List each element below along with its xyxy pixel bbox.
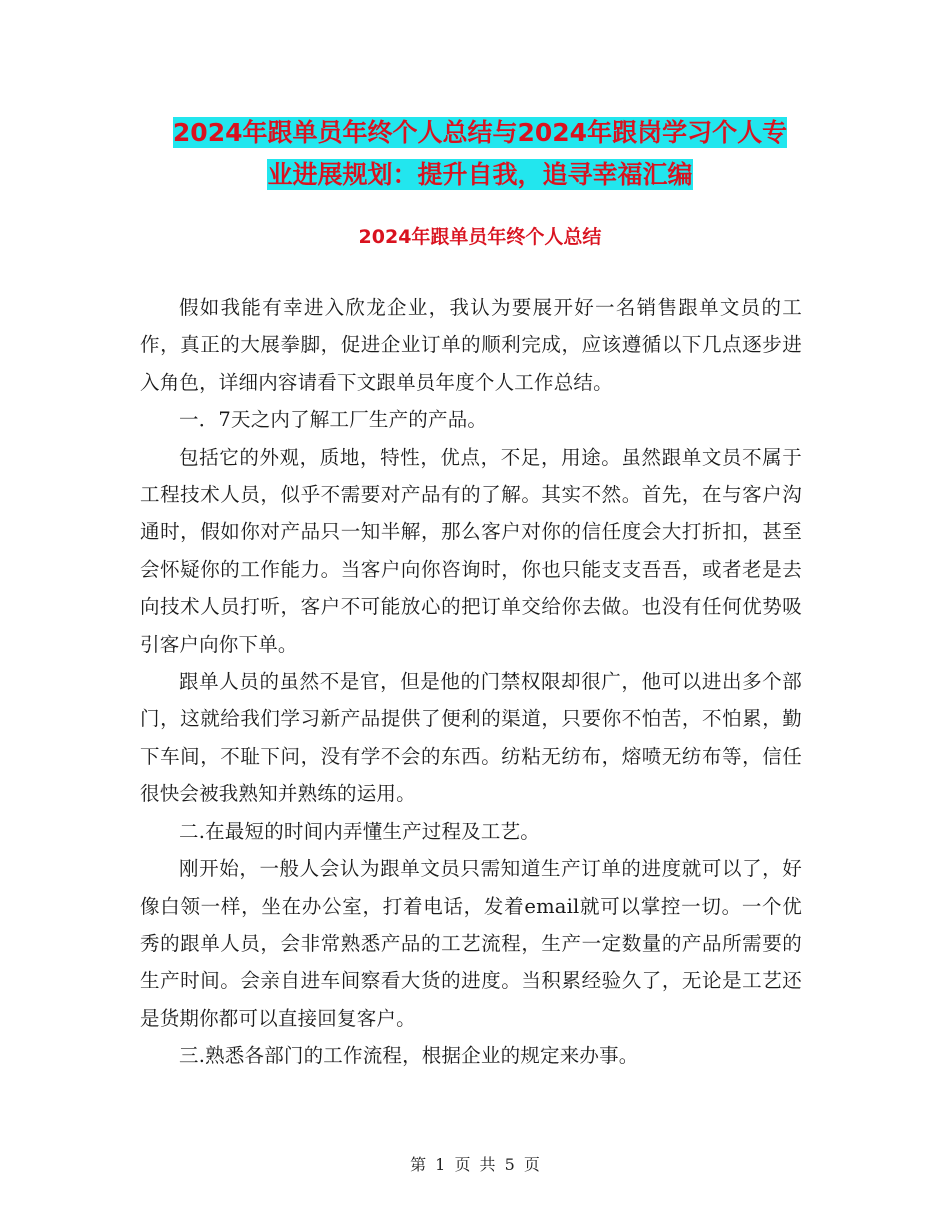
document-title	[140, 112, 820, 196]
paragraph-point-2-detail: 刚开始，一般人会认为跟单文员只需知道生产订单的进度就可以了，好像白领一样，坐在办公室，打着电话，发着email就可以掌控一切。一个优秀的跟单人员，会非常熟悉产品的工艺流程，生产一定数量的产品所需要的生产时间。会亲自进车间察看大货的进度。当积累经验久了，无论是工艺还是货期你都可以直接回复客户。	[140, 857, 802, 1030]
paragraph-point-1-detail: 包括它的外观，质地，特性，优点，不足，用途。虽然跟单文员不属于工程技术人员，似乎不需要对产品有的了解。其实不然。首先，在与客户沟通时，假如你对产品只一知半解，那么客户对你的信任度会大打折扣，甚至会怀疑你的工作能力。当客户向你咨询时，你也只能支支吾吾，或者老是去向技术人员打听，客户不可能放心的把订单交给你去做。也没有任何优势吸引客户向你下单。	[140, 445, 802, 656]
paragraph-point-2-heading: 二.在最短的时间内弄懂生产过程及工艺。	[179, 819, 540, 843]
page-footer: 第 1 页 共 5 页	[410, 1155, 540, 1174]
body-text	[140, 289, 802, 1075]
paragraph-point-1-extra: 跟单人员的虽然不是官，但是他的门禁权限却很广，他可以进出多个部门，这就给我们学习新产品提供了便利的渠道，只要你不怕苦，不怕累，勤下车间，不耻下问，没有学不会的东西。纺粘无纺布，熔喷无纺布等，信任很快会被我熟知并熟练的运用。	[140, 670, 802, 806]
paragraph-intro: 假如我能有幸进入欣龙企业，我认为要展开好一名销售跟单文员的工作，真正的大展拳脚，促进企业订单的顺利完成，应该遵循以下几点逐步进入角色，详细内容请看下文跟单员年度个人工作总结。	[140, 296, 802, 394]
document-title-line-1: 2024年跟单员年终个人总结与2024年跟岗学习个人专	[172, 118, 788, 147]
document-title-line-2: 业进展规划：提升自我，追寻幸福汇编	[267, 160, 693, 189]
section-title: 2024年跟单员年终个人总结	[358, 226, 602, 248]
paragraph-point-1-heading: 一．7天之内了解工厂生产的产品。	[179, 408, 488, 432]
paragraph-point-3-heading: 三.熟悉各部门的工作流程，根据企业的规定来办事。	[179, 1044, 639, 1068]
